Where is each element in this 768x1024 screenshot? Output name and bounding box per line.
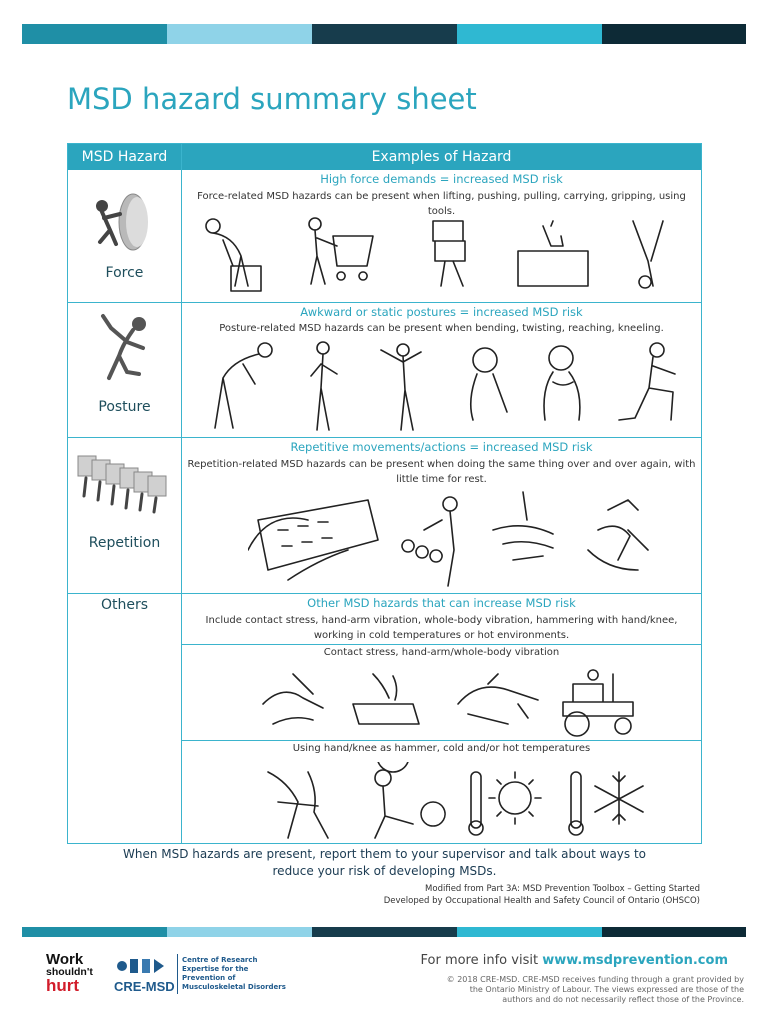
power-tool-illustration — [458, 674, 538, 724]
force-illustrations — [193, 216, 693, 298]
posture-heading: Awkward or static postures = increased MSD risk — [300, 305, 583, 319]
category-force: Force — [105, 265, 144, 281]
hammer-temperature-illustrations — [258, 762, 658, 842]
pushing-cart-illustration — [309, 218, 373, 284]
logo-divider — [177, 954, 178, 994]
more-info — [421, 953, 729, 968]
category-posture: Posture — [98, 399, 151, 415]
hand-hammer-illustration — [268, 772, 328, 838]
gripping-box-illustration — [518, 221, 588, 286]
repetition-heading: Repetitive movements/actions = increased MSD risk — [290, 440, 593, 454]
footer-message-line1: When MSD hazards are present, report them to your supervisor and talk about ways to — [122, 847, 647, 861]
footer-message — [67, 846, 702, 880]
msdprevention-link[interactable]: www.msdprevention.com — [542, 953, 728, 968]
top-banner-bar — [22, 24, 746, 44]
cre-desc-line: Expertise for the — [182, 965, 249, 973]
banner-segment — [22, 24, 167, 44]
copyright-notice: © 2018 CRE-MSD. CRE-MSD receives funding through a grant provided by the Ontario Ministry of Labour. The views expressed are those of the authors and do not necessarily reflect those of the Province. — [446, 975, 744, 1004]
credit-line1: Modified from Part 3A: MSD Prevention Toolbox – Getting Started — [425, 884, 700, 894]
posture-category-icon — [93, 312, 163, 384]
hand-tool-illustration — [588, 500, 648, 570]
banner-segment — [312, 927, 457, 937]
cre-msd-logo-icon — [114, 955, 174, 977]
banner-segment — [602, 24, 746, 44]
more-info-prefix: For more info visit — [420, 953, 539, 968]
others-heading: Other MSD hazards that can increase MSD risk — [307, 596, 576, 610]
page-title: MSD hazard summary sheet — [67, 82, 477, 116]
wsh-logo-line3: hurt — [46, 976, 80, 995]
others-description: Include contact stress, hand-arm vibration, whole-body vibration, hammering with hand/knee, working in cold temperatures or hot environments. — [205, 615, 678, 641]
neck-bend-illustration — [471, 348, 507, 420]
cre-desc-line: Prevention of — [182, 974, 236, 982]
pressing-illustration — [353, 674, 419, 724]
banner-segment — [457, 24, 602, 44]
knee-hammer-illustration — [375, 762, 445, 838]
row-divider — [182, 644, 701, 645]
banner-segment — [167, 24, 312, 44]
header-msd-hazard: MSD Hazard — [68, 144, 181, 170]
hand-washing-illustration — [493, 492, 553, 560]
cre-desc-line: Centre of Research — [182, 956, 258, 964]
wsh-logo-line1: Work — [46, 951, 84, 968]
row-divider — [182, 740, 701, 741]
cre-desc-line: Musculoskeletal Disorders — [182, 983, 286, 991]
bottom-banner-bar — [22, 927, 746, 937]
carrying-boxes-illustration — [433, 221, 465, 286]
hot-temperature-illustration — [469, 772, 541, 835]
neck-twist-illustration — [544, 346, 580, 420]
kneeling-illustration — [619, 343, 675, 420]
typing-illustration — [248, 500, 378, 580]
cold-temperature-illustration — [569, 772, 643, 835]
using-tool-illustration — [633, 221, 663, 288]
bending-illustration — [215, 343, 272, 428]
force-category-icon — [88, 192, 163, 252]
force-heading: High force demands = increased MSD risk — [320, 172, 563, 186]
others-sub1-heading: Contact stress, hand-arm/whole-body vibration — [323, 647, 560, 658]
others-sub2-heading: Using hand/knee as hammer, cold and/or hot temperatures — [292, 743, 591, 754]
hazard-table — [67, 143, 702, 844]
repetition-description: Repetition-related MSD hazards can be present when doing the same thing over and over again, with little time for rest. — [187, 459, 696, 485]
cre-msd-description — [182, 956, 286, 992]
assembly-line-illustration — [402, 497, 457, 586]
category-repetition: Repetition — [88, 535, 161, 551]
credit-line2: Developed by Occupational Health and Safety Council of Ontario (OHSCO) — [383, 896, 700, 906]
column-divider — [181, 144, 182, 843]
banner-segment — [167, 927, 312, 937]
twisting-illustration — [311, 342, 337, 430]
repetition-illustrations — [248, 490, 668, 590]
lifting-box-illustration — [206, 219, 261, 291]
posture-illustrations — [193, 340, 693, 434]
contact-vibration-illustrations — [253, 664, 653, 738]
wsh-logo-line2: shouldn't — [46, 966, 93, 978]
force-description: Force-related MSD hazards can be present when lifting, pushing, pulling, carrying, gripping, using tools. — [197, 191, 686, 217]
row-divider — [68, 302, 701, 303]
footer-message-line2: reduce your risk of developing MSDs. — [272, 864, 497, 878]
banner-segment — [602, 927, 746, 937]
banner-segment — [22, 927, 167, 937]
row-divider — [68, 593, 701, 594]
tractor-illustration — [563, 670, 633, 736]
reaching-illustration — [381, 344, 421, 430]
header-examples: Examples of Hazard — [182, 144, 701, 170]
work-shouldnt-hurt-logo — [46, 951, 93, 995]
repetition-category-icon — [76, 452, 176, 514]
category-others: Others — [100, 597, 149, 613]
posture-description: Posture-related MSD hazards can be present when bending, twisting, reaching, kneeling. — [219, 323, 664, 334]
cre-msd-name: CRE-MSD — [114, 979, 175, 994]
contact-stress-illustration — [263, 674, 323, 724]
banner-segment — [457, 927, 602, 937]
row-divider — [68, 437, 701, 438]
banner-segment — [312, 24, 457, 44]
